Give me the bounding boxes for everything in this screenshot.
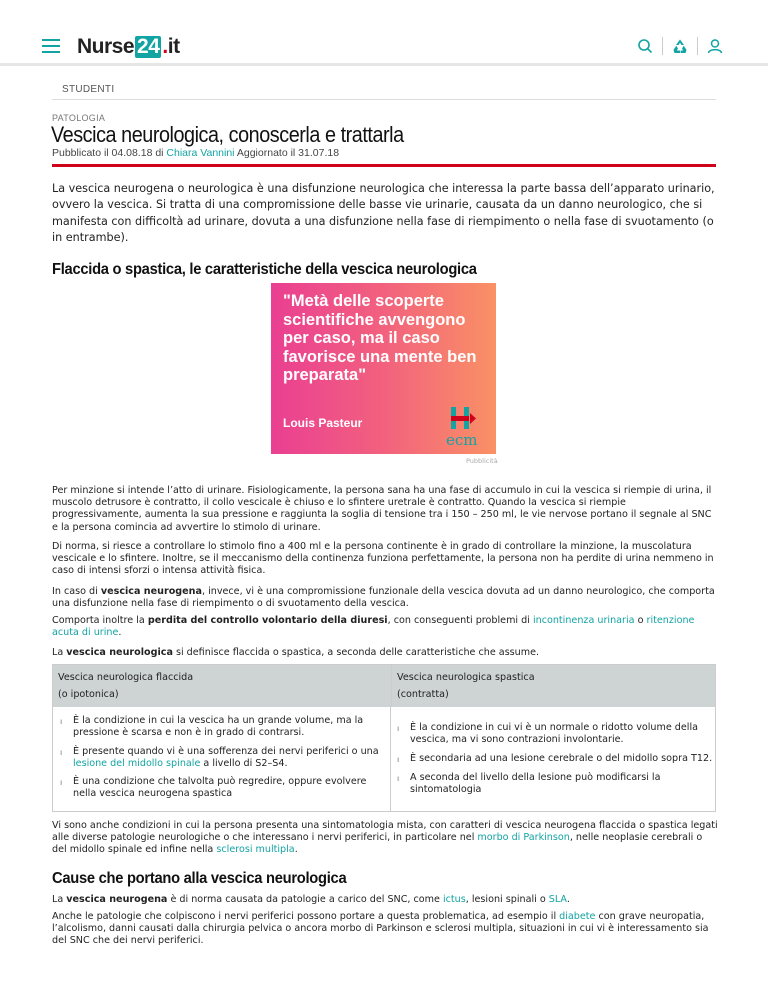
breadcrumb[interactable]: STUDENTI: [62, 84, 115, 95]
text: con grave neuropatia, l’alcolismo, danni causati dalla chirurgia pelvica o ancora morbo di Parkinson e sclerosi multipla, situazioni in cui vi è interessamento sia del SNC che dei nervi periferici.: [52, 911, 709, 947]
header-divider: [662, 37, 663, 55]
bullet-icon: ı: [60, 717, 63, 726]
list-item: [60, 746, 389, 769]
text: , con conseguenti problemi di: [387, 615, 533, 626]
text: a livello di S2–S4.: [200, 757, 288, 769]
text: In caso di: [52, 586, 101, 597]
article-meta: [52, 147, 339, 159]
link-diabete[interactable]: diabete: [559, 911, 596, 922]
text: , invece, vi è una compromissione funzionale della vescica dovuta ad un danno neurologico, che comporta una disfunzione nella fase di riempimento o di svuotamento della vescica.: [52, 586, 715, 610]
ad-label: Pubblicità: [466, 457, 498, 465]
list-item: [397, 772, 710, 795]
logo-dot: .: [162, 35, 168, 58]
ad-banner[interactable]: [271, 283, 496, 454]
text: .: [294, 844, 298, 856]
paragraph: Per minzione si intende l’atto di urinare. Fisiologicamente, la persona sana ha una fase di accumulo in cui la vescica si riempie di urina, il muscolo detrusore è contratto, il collo vescicale è chiuso e lo sfintere uretrale è contratto. Quando la vescica si riempie progressivamente, aumenta la sua pressione e raggiunta la soglia di tensione tra i 150 – 250 ml, le vie nervose portano il segnale al SNC e la persona comincia ad avvertire lo stimolo di urinare.: [52, 485, 712, 533]
text: o: [634, 615, 647, 626]
header-actions: [634, 36, 726, 56]
paragraph: [52, 586, 718, 610]
comparison-table: [52, 664, 716, 812]
bold-text: vescica neurologica: [66, 647, 173, 658]
logo-text: Nurse: [77, 35, 135, 58]
paragraph: [52, 647, 718, 659]
bullet-icon: ı: [397, 774, 400, 783]
bold-text: vescica neurogena: [100, 586, 202, 597]
paragraph: [52, 615, 718, 639]
bold-text: vescica neurogena: [66, 894, 168, 905]
text: Comporta inoltre la: [52, 615, 148, 626]
menu-icon[interactable]: [42, 39, 60, 53]
user-icon[interactable]: [704, 36, 726, 56]
ecm-logo-text: ecm: [446, 431, 478, 449]
text: È presente quando vi è una sofferenza dei nervi periferici o una: [73, 746, 379, 757]
article-category[interactable]: PATOLOGIA: [52, 113, 106, 123]
text: .: [566, 894, 570, 905]
table-cell: [390, 707, 715, 811]
recycle-icon[interactable]: [669, 36, 691, 56]
author-link[interactable]: Chiara Vannini: [166, 147, 235, 159]
ad-quote: "Metà delle scoperte scientifiche avvengono per caso, ma il caso favorisce una mente ben preparata": [283, 292, 477, 384]
table-header: [53, 665, 715, 707]
column-title: Vescica neurologica spastica: [397, 672, 535, 683]
paragraph: [52, 911, 718, 948]
ad-author: Louis Pasteur: [283, 416, 363, 430]
column-subtitle: (o ipotonica): [58, 689, 119, 700]
section-heading: Flaccida o spastica, le caratteristiche della vescica neurologica: [52, 261, 477, 278]
title-divider: [52, 164, 716, 167]
text: È la condizione in cui vi è un normale o ridotto volume della vescica, ma vi sono contrazioni involontarie.: [410, 722, 698, 745]
link-parkinson[interactable]: morbo di Parkinson: [477, 832, 570, 844]
text: È una condizione che talvolta può regredire, oppure evolvere nella vescica neurogena spastica: [73, 776, 367, 799]
article-lead: La vescica neurogena o neurologica è una disfunzione neurologica che interessa la parte bassa dell’apparato urinario, ovvero la vescica. Si tratta di una compromissione delle basse vie urinarie, causata da un danno neurologico, che si manifesta con difficoltà ad urinare, dovuta a una disfunzione nella fase di riempimento o nella fase di svuotamento (o in entrambe).: [52, 182, 715, 244]
search-icon[interactable]: [634, 36, 656, 56]
table-header-cell: [391, 665, 715, 707]
column-title: Vescica neurologica flaccida: [58, 672, 194, 683]
updated-date: Aggiornato il 31.07.18: [236, 147, 340, 159]
link-ritenzione[interactable]: ritenzione acuta di urine: [52, 615, 695, 639]
text: Anche le patologie che colpiscono i nervi periferici possono portare a questa problematica, ad esempio il: [52, 911, 560, 922]
link-sla[interactable]: SLA: [548, 894, 567, 905]
logo-tld: it: [167, 35, 180, 58]
link-lesione-midollo[interactable]: lesione del midollo spinale: [73, 757, 201, 769]
bullet-icon: ı: [60, 778, 63, 787]
text: La: [52, 894, 67, 905]
text: Vi sono anche condizioni in cui la persona presenta una sintomatologia mista, con caratteri di vescica neurogena flaccida o spastica legati alle diverse patologie neurologiche o che interessano i nervi periferici, in particolare nel: [52, 820, 718, 844]
header-divider: [697, 37, 698, 55]
column-subtitle: (contratta): [397, 689, 449, 700]
table-cell: [53, 707, 390, 811]
list-item: [397, 753, 714, 765]
list-item: [397, 722, 710, 745]
logo-badge: 24: [137, 35, 160, 58]
paragraph: [52, 894, 718, 906]
link-incontinenza[interactable]: incontinenza urinaria: [532, 615, 635, 626]
text: , nelle neoplasie cerebrali o del midollo spinale ed infine nella: [52, 832, 703, 856]
link-sclerosi[interactable]: sclerosi multipla: [216, 844, 295, 856]
bullet-icon: ı: [397, 724, 400, 733]
text: , lesioni spinali o: [465, 894, 549, 905]
list-item: [60, 776, 373, 799]
text: si definisce flaccida o spastica, a seconda delle caratteristiche che assume.: [172, 647, 540, 658]
text: È la condizione in cui la vescica ha un grande volume, ma la pressione è scarsa e non è in grado di contrarsi.: [73, 715, 364, 738]
section-heading: Cause che portano alla vescica neurologica: [52, 870, 347, 887]
ecm-logo-icon: [443, 405, 481, 449]
text: .: [118, 627, 122, 639]
table-header-cell: [53, 665, 390, 707]
site-logo[interactable]: [77, 35, 180, 59]
text: È secondaria ad una lesione cerebrale o del midollo sopra T12.: [410, 753, 713, 764]
text: A seconda del livello della lesione può modificarsi la sintomatologia: [410, 772, 661, 795]
list-item: [60, 715, 373, 738]
text: è di norma causata da patologie a carico del SNC, come: [167, 894, 443, 905]
text: La: [52, 647, 67, 658]
bold-text: perdita del controllo volontario della diuresi: [147, 615, 388, 626]
bullet-icon: ı: [397, 755, 400, 764]
published-date: Pubblicato il 04.08.18 di: [52, 147, 164, 159]
breadcrumb-divider: [52, 99, 716, 100]
bullet-icon: ı: [60, 748, 63, 757]
page-title: Vescica neurologica, conoscerla e trattarla: [51, 122, 404, 147]
link-ictus[interactable]: ictus: [442, 894, 466, 905]
paragraph: Di norma, si riesce a controllare lo stimolo fino a 400 ml e la persona continente è in grado di controllare la minzione, la muscolatura vescicale e lo sfintere. Inoltre, se il meccanismo della continenza funziona perfettamente, la persona non ha perdite di urina nemmeno in caso di intensi sforzi o intensa attività fisica.: [52, 541, 714, 577]
paragraph: [52, 820, 718, 857]
site-header: [0, 0, 768, 66]
